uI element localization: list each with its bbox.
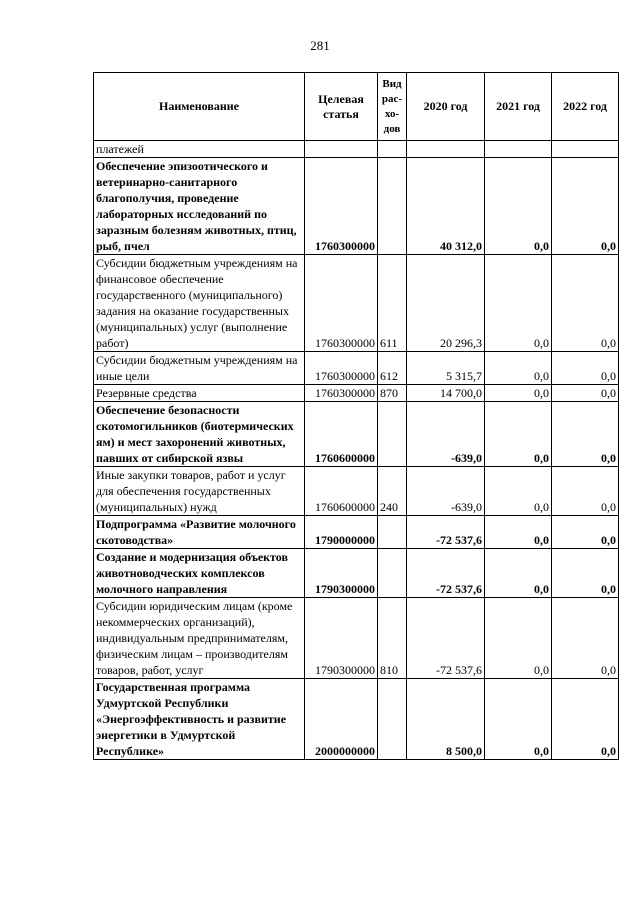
row-target-article: 1760300000 xyxy=(305,158,378,255)
row-value-2022 xyxy=(552,141,619,158)
row-value-2022: 0,0 xyxy=(552,549,619,598)
row-name: Подпрограмма «Развитие молочного скотоводства» xyxy=(94,516,305,549)
row-value-2020: -72 537,6 xyxy=(407,549,485,598)
row-value-2021: 0,0 xyxy=(485,516,552,549)
header-2022: 2022 год xyxy=(552,73,619,141)
row-expense-kind: 810 xyxy=(378,598,407,679)
table-row xyxy=(94,158,619,255)
row-name: Субсидии бюджетным учреждениям на иные цели xyxy=(94,352,305,385)
row-expense-kind xyxy=(378,549,407,598)
row-expense-kind: 612 xyxy=(378,352,407,385)
header-2021: 2021 год xyxy=(485,73,552,141)
row-expense-kind: 870 xyxy=(378,385,407,402)
row-expense-kind: 611 xyxy=(378,255,407,352)
table-row xyxy=(94,141,619,158)
row-value-2020: -639,0 xyxy=(407,402,485,467)
row-value-2020: -639,0 xyxy=(407,467,485,516)
row-name: Резервные средства xyxy=(94,385,305,402)
table-row xyxy=(94,352,619,385)
row-value-2021: 0,0 xyxy=(485,385,552,402)
table-row xyxy=(94,402,619,467)
row-value-2021: 0,0 xyxy=(485,158,552,255)
table-body xyxy=(94,141,619,760)
row-value-2020 xyxy=(407,141,485,158)
row-value-2021: 0,0 xyxy=(485,402,552,467)
row-value-2022: 0,0 xyxy=(552,516,619,549)
row-target-article: 1760300000 xyxy=(305,255,378,352)
row-value-2020: -72 537,6 xyxy=(407,516,485,549)
table-row xyxy=(94,679,619,760)
row-name: Обеспечение безопасности скотомогильников (биотермических ям) и мест захоронений животных, павших от сибирской язвы xyxy=(94,402,305,467)
row-target-article: 1760300000 xyxy=(305,352,378,385)
row-value-2021: 0,0 xyxy=(485,352,552,385)
row-expense-kind xyxy=(378,402,407,467)
row-target-article: 2000000000 xyxy=(305,679,378,760)
row-value-2022: 0,0 xyxy=(552,402,619,467)
row-value-2022: 0,0 xyxy=(552,679,619,760)
table-row xyxy=(94,549,619,598)
table-row xyxy=(94,255,619,352)
row-target-article: 1760600000 xyxy=(305,467,378,516)
row-value-2022: 0,0 xyxy=(552,352,619,385)
row-expense-kind xyxy=(378,141,407,158)
row-value-2021: 0,0 xyxy=(485,467,552,516)
row-expense-kind xyxy=(378,516,407,549)
row-value-2022: 0,0 xyxy=(552,255,619,352)
row-name: Обеспечение эпизоотического и ветеринарно-санитарного благополучия, проведение лабораторных исследований по заразным болезням животных, птиц, рыб, пчел xyxy=(94,158,305,255)
table-row xyxy=(94,598,619,679)
table-row xyxy=(94,516,619,549)
row-name: Субсидии юридическим лицам (кроме некоммерческих организаций), индивидуальным предпринимателям, физическим лицам – производителям товаров, работ, услуг xyxy=(94,598,305,679)
row-target-article: 1790300000 xyxy=(305,549,378,598)
row-value-2021: 0,0 xyxy=(485,679,552,760)
header-target-article: Целевая статья xyxy=(305,73,378,141)
row-value-2021: 0,0 xyxy=(485,549,552,598)
header-2020: 2020 год xyxy=(407,73,485,141)
row-expense-kind: 240 xyxy=(378,467,407,516)
row-name: платежей xyxy=(94,141,305,158)
row-target-article: 1790300000 xyxy=(305,598,378,679)
header-name: Наименование xyxy=(94,73,305,141)
row-value-2022: 0,0 xyxy=(552,467,619,516)
row-value-2022: 0,0 xyxy=(552,385,619,402)
row-expense-kind xyxy=(378,679,407,760)
row-target-article: 1760600000 xyxy=(305,402,378,467)
row-value-2022: 0,0 xyxy=(552,598,619,679)
row-name: Создание и модернизация объектов животноводческих комплексов молочного направления xyxy=(94,549,305,598)
table-row xyxy=(94,467,619,516)
row-value-2020: 20 296,3 xyxy=(407,255,485,352)
row-value-2020: -72 537,6 xyxy=(407,598,485,679)
row-target-article: 1760300000 xyxy=(305,385,378,402)
row-value-2022: 0,0 xyxy=(552,158,619,255)
header-expense-kind: Вид рас-хо-дов xyxy=(378,73,407,141)
page-number: 281 xyxy=(310,38,330,53)
row-name: Государственная программа Удмуртской Республики «Энергоэффективность и развитие энергетики в Удмуртской Республике» xyxy=(94,679,305,760)
row-target-article xyxy=(305,141,378,158)
row-value-2021 xyxy=(485,141,552,158)
budget-table xyxy=(93,72,619,760)
row-value-2021: 0,0 xyxy=(485,598,552,679)
row-value-2020: 5 315,7 xyxy=(407,352,485,385)
row-value-2020: 40 312,0 xyxy=(407,158,485,255)
row-target-article: 1790000000 xyxy=(305,516,378,549)
row-value-2020: 8 500,0 xyxy=(407,679,485,760)
row-name: Субсидии бюджетным учреждениям на финансовое обеспечение государственного (муниципального) задания на оказание государственных (муниципальных) услуг (выполнение работ) xyxy=(94,255,305,352)
table-row xyxy=(94,385,619,402)
row-value-2020: 14 700,0 xyxy=(407,385,485,402)
row-name: Иные закупки товаров, работ и услуг для обеспечения государственных (муниципальных) нужд xyxy=(94,467,305,516)
row-value-2021: 0,0 xyxy=(485,255,552,352)
row-expense-kind xyxy=(378,158,407,255)
table-header-row xyxy=(94,73,619,141)
